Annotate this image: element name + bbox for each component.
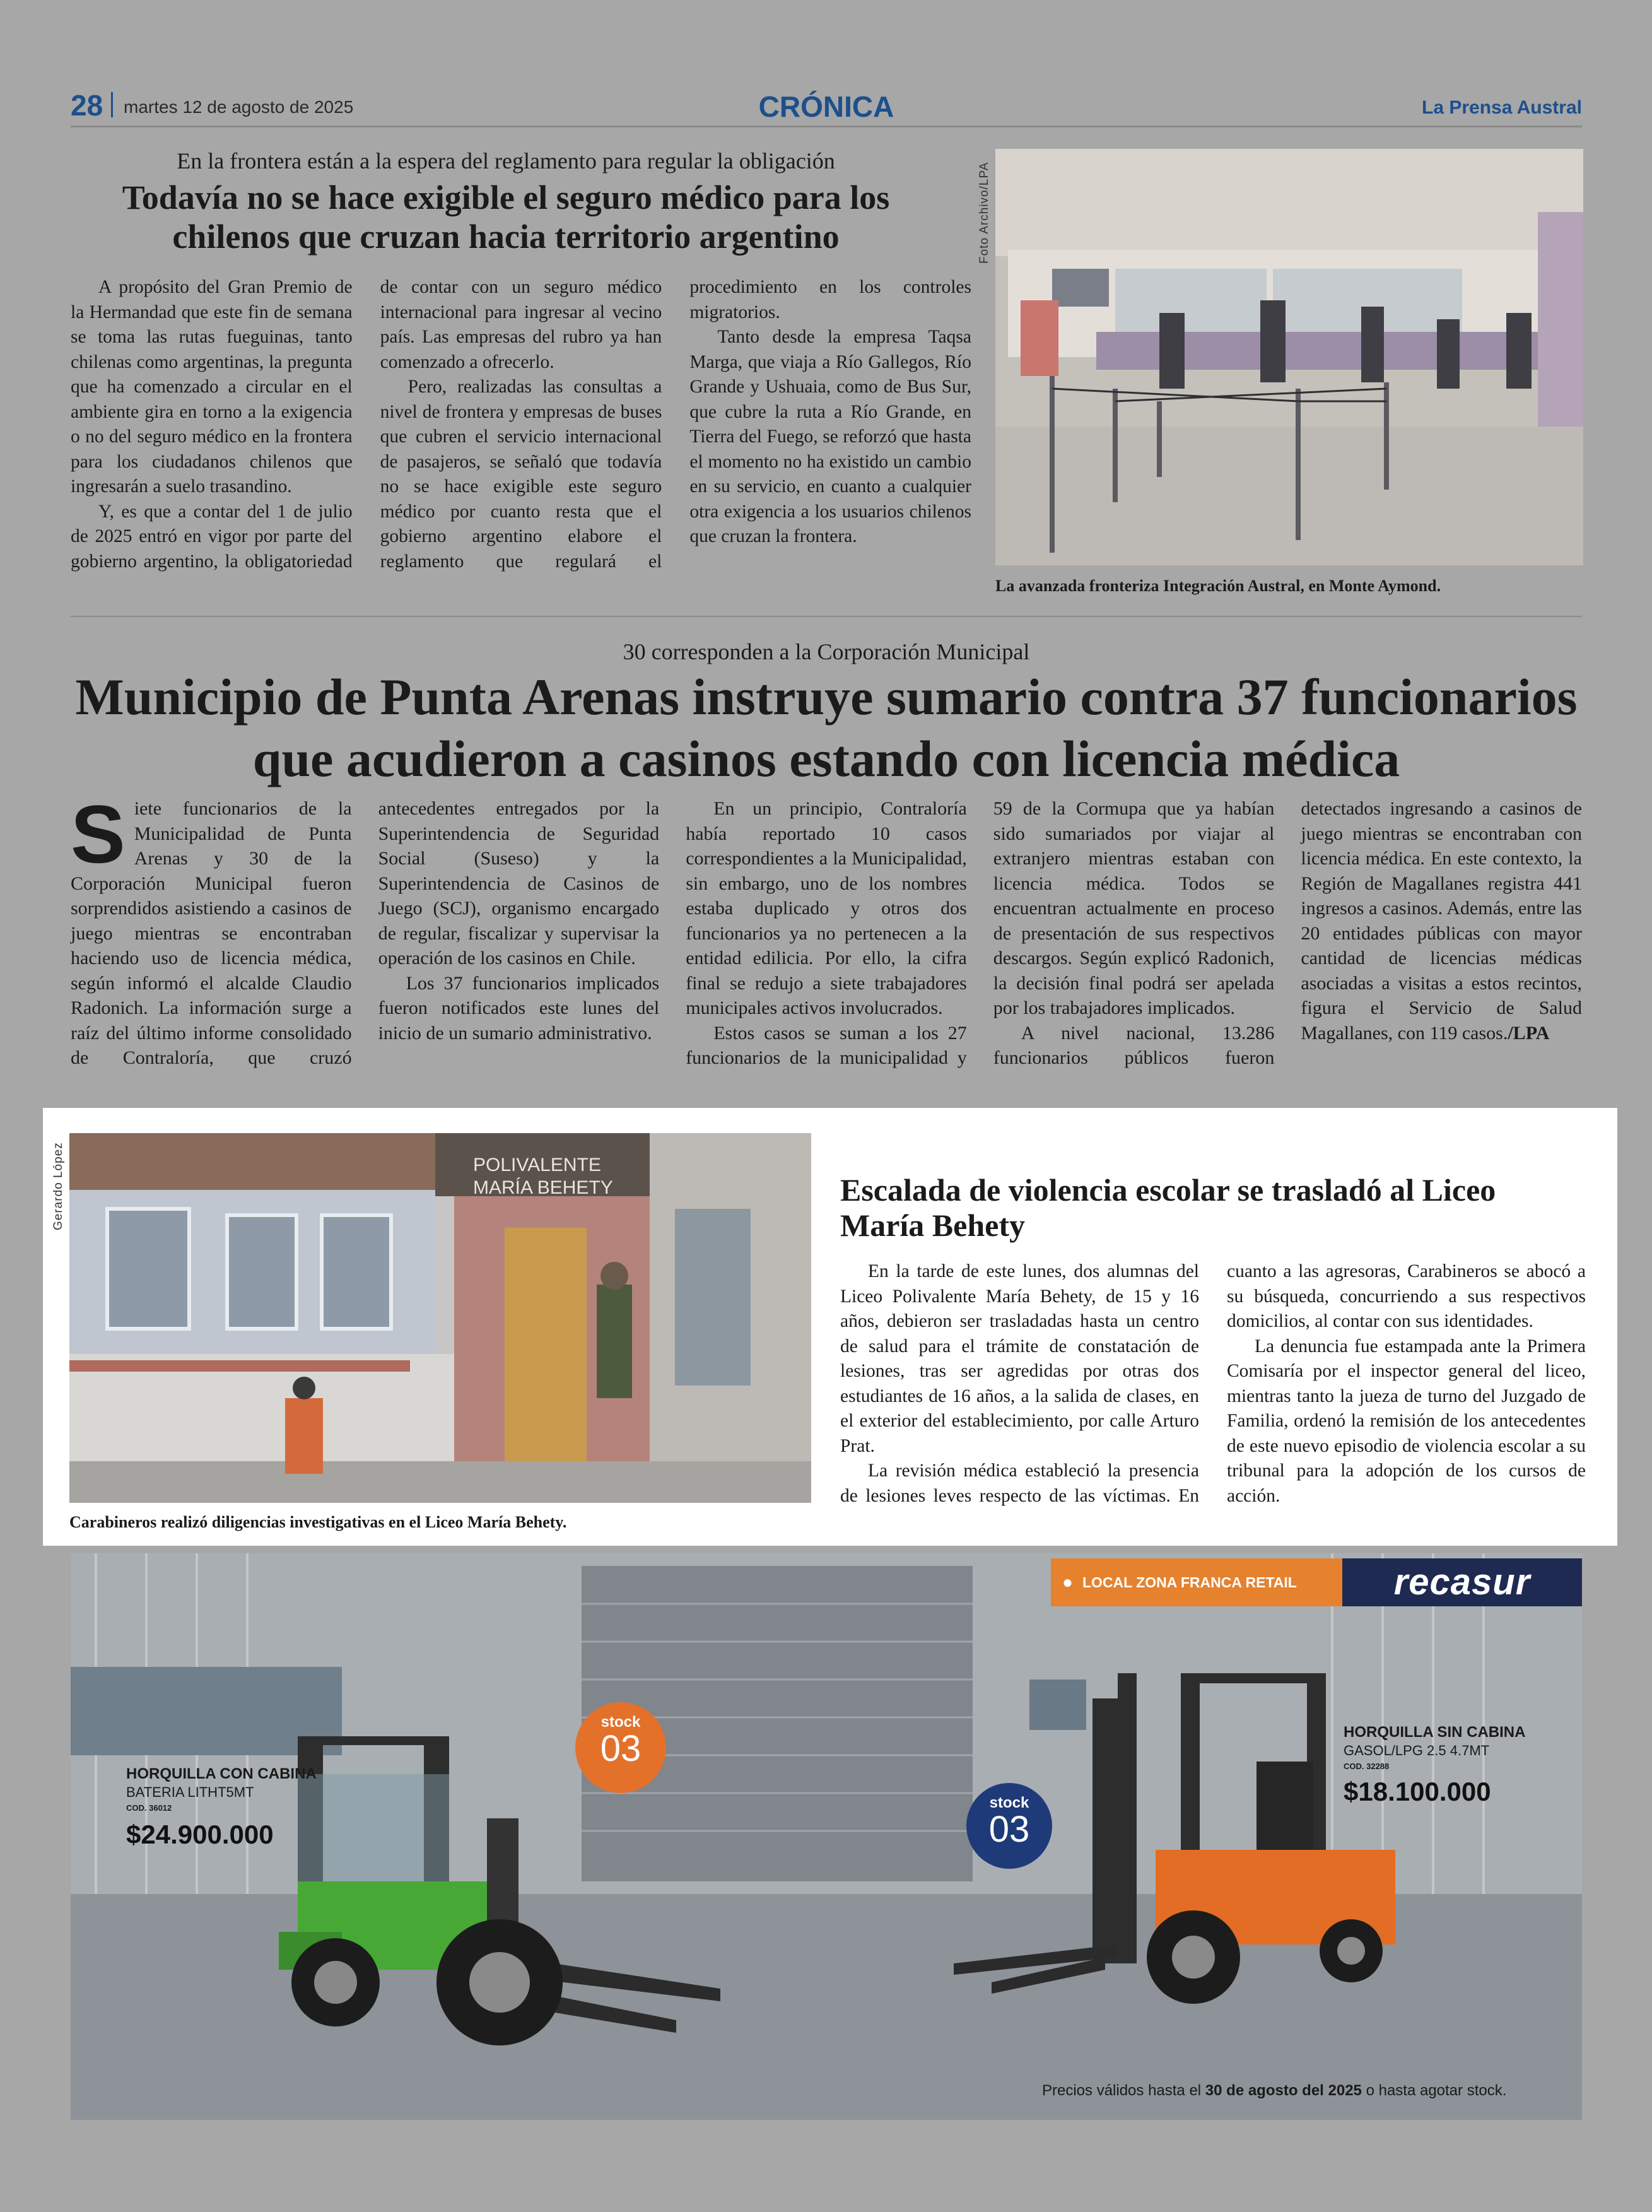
article3-body <box>840 1259 1586 1534</box>
article1-photo-caption: La avanzada fronteriza Integración Austral, en Monte Aymond. <box>995 577 1441 595</box>
article3-paragraph: En la tarde de este lunes, dos alumnas del Liceo Polivalente María Behety, de 15 y 16 años, debieron ser trasladadas hasta un centro de salud para el trámite de constatación de lesiones, tras ser agredidas por otras dos estudiantes de 16 años, a la salida de clases, en el exterior del establecimiento, por calle Arturo Prat. <box>840 1261 1199 1456</box>
article1-paragraph: Tanto desde la empresa Taqsa Marga, que viaja a Río Gallegos, Río Grande y Ushuaia, como de Bus Sur, que cubre la ruta a Río Grande, en Tierra del Fuego, se reforzó que hasta el momento no ha existido un cambio en su servicio, en cuanto a cualquier otra exigencia a los usuarios chilenos que cruzan la frontera. <box>689 327 971 546</box>
section-title: CRÓNICA <box>758 90 894 123</box>
article3-headline: Escalada de violencia escolar se trasladó al Liceo María Behety <box>840 1172 1496 1243</box>
page-date: martes 12 de agosto de 2025 <box>124 97 354 117</box>
left-product-price: $24.900.000 <box>126 1820 274 1849</box>
article1-body <box>71 275 971 603</box>
left-product-name: HORQUILLA CON CABINA <box>126 1765 317 1782</box>
right-product-name: HORQUILLA SIN CABINA <box>1344 1724 1526 1741</box>
border-checkpoint-illustration <box>995 149 1583 565</box>
left-stock-count: 03 <box>600 1728 641 1769</box>
ad-validity-date: 30 de agosto del 2025 <box>1205 2082 1362 2099</box>
school-sign-line1: POLIVALENTE <box>473 1155 601 1175</box>
page-number: 28 <box>71 89 103 122</box>
school-entrance-illustration <box>69 1133 811 1503</box>
article3-paragraph: La denuncia fue estampada ante la Primera Comisaría por el inspector general del liceo, mientras tanto la jueza de turno del Juzgado de Familia, ordenó la remisión de los antecedentes de este nuevo episodio de violencia escolar a su tribunal para la adopción de los cursos de acción. <box>1227 1336 1586 1506</box>
left-product-spec: BATERIA LITHT5MT <box>126 1784 254 1800</box>
article2-headline: Municipio de Punta Arenas instruye sumario contra 37 funcionarios que acudieron a casinos estando con licencia médica <box>75 668 1578 787</box>
article2-body <box>71 788 1582 1086</box>
publication-name: La Prensa Austral <box>1422 97 1582 118</box>
article2-paragraph: Estos casos se suman a los 27 funcionarios de la municipalidad y 59 de la Cormupa que ya habían sido sumariados por viajar al extranjero mientras estaban con licencia médica. Todos se encuentran actualmente en proceso de presentación de sus respectivos descargos. Según explicó Radonich, la decisión final podrá ser apelada por los trabajadores implicados. <box>686 798 1275 1068</box>
article3-photo-credit: Gerardo López <box>52 1142 65 1230</box>
right-stock-badge <box>966 1783 1052 1869</box>
border-checkpoint-photo <box>995 149 1583 565</box>
article2-paragraph: Los 37 funcionarios implicados fueron notificados este lunes del inicio de un sumario administrativo. <box>378 972 660 1044</box>
article2-kicker: 30 corresponden a la Corporación Municipal <box>623 639 1030 664</box>
location-pin-icon: ● <box>1062 1572 1073 1592</box>
right-product-price: $18.100.000 <box>1344 1777 1491 1806</box>
article1-photo-credit: Foto Archivo/LPA <box>978 162 991 264</box>
right-stock-count: 03 <box>988 1809 1030 1850</box>
article2-closing-text: A nivel nacional, 13.286 funcionarios públicos fueron detectados ingresando a casinos de juego mientras se encontraban con licencia médica. En este contexto, la Región de Magallanes registra 441 ingresos a casinos. Además, entre las 20 entidades públicas con mayor cantidad de licencias médicas asociadas a visitas a estos recintos, figura el Servicio de Salud Magallanes, con 119 casos. <box>993 798 1582 1068</box>
brand-logo: recasur <box>1342 1558 1582 1606</box>
article3-paragraph: La revisión médica estableció la presencia de lesiones leves respecto de las víctimas. En cuanto a las agresoras, Carabineros se abocó a su búsqueda, concurriendo a sus respectivos domicilios, al contar con sus identidades. <box>840 1261 1586 1506</box>
right-product-spec: GASOL/LPG 2.5 4.7MT <box>1344 1743 1490 1758</box>
ad-validity-suffix: o hasta agotar stock. <box>1361 2082 1507 2099</box>
article2-signature: /LPA <box>1508 1022 1550 1044</box>
article1-paragraph: Y, es que a contar del 1 de julio de 2025 entró en vigor por parte del gobierno argentino, la obligatoriedad de contar con un seguro médico internacional para ingresar al vecino país. Las empresas del rubro ya han comenzado a ofrecerlo. <box>71 277 662 572</box>
forklift-advertisement <box>71 1553 1582 2120</box>
right-product-code: COD. 32288 <box>1344 1762 1390 1771</box>
section-divider <box>71 616 1582 617</box>
ad-validity-note <box>1042 2082 1506 2100</box>
right-stock-label: stock <box>989 1794 1029 1811</box>
left-product-code: COD. 36012 <box>126 1803 172 1813</box>
left-stock-badge <box>575 1702 666 1793</box>
article2-lead-text: iete funcionarios de la Municipalidad de Punta Arenas y 30 de la Corporación Municipal fueron sorprendidos asistiendo a casinos de juego mientras se encontraban haciendo uso de licencia médica, según informó el alcalde Claudio Radonich. La información surge a raíz del último informe consolidado de Contraloría, que cruzó antecedentes entregados por la Superintendencia de Seguridad Social (Suseso) y la Superintendencia de Casinos de Juego (SCJ), organismo encargado de regular, fiscalizar y supervisar la operación de los casinos en Chile. <box>71 798 660 1068</box>
left-stock-label: stock <box>600 1714 641 1731</box>
article1-paragraph: Pero, realizadas las consultas a nivel de frontera y empresas de buses que cubren el servicio internacional de pasajeros, se señaló que todavía no se hace exigible este seguro médico por cuanto resta que el gobierno argentino elabore el reglamento que regulará el procedimiento en los controles migratorios. <box>380 277 971 572</box>
article1-kicker: En la frontera están a la espera del reglamento para regular la obligación <box>177 148 835 174</box>
article1-paragraph: A propósito del Gran Premio de la Hermandad que este fin de semana se toma las rutas fueguinas, tanto chilenas como argentinas, la pregunta que ha comenzado a circular en el ambiente gira en torno a la exigencia o no del seguro médico en la frontera para los ciudadanos chilenos que ingresarán a suelo trasandino. <box>71 277 353 497</box>
school-sign-line2: MARÍA BEHETY <box>473 1177 613 1198</box>
article1-headline: Todavía no se hace exigible el seguro médico para los chilenos que cruzan hacia territorio argentino <box>122 179 890 256</box>
warehouse-background <box>71 1553 1582 2120</box>
ad-validity-prefix: Precios válidos hasta el <box>1042 2082 1205 2099</box>
article3-photo-caption: Carabineros realizó diligencias investigativas en el Liceo María Behety. <box>69 1513 567 1531</box>
store-location-label: LOCAL ZONA FRANCA RETAIL <box>1082 1574 1297 1591</box>
school-entrance-photo <box>69 1133 811 1503</box>
article2-dropcap: S <box>71 788 126 880</box>
page-header <box>71 88 1582 127</box>
article2-paragraph: En un principio, Contraloría había reportado 10 casos correspondientes a la Municipalidad, sin embargo, uno de los nombres estaba duplicado y otros dos funcionarios ya no pertenecen a la entidad edilicia. Por ello, la cifra final se redujo a siete trabajadores municipales activos involucrados. <box>686 798 967 1018</box>
